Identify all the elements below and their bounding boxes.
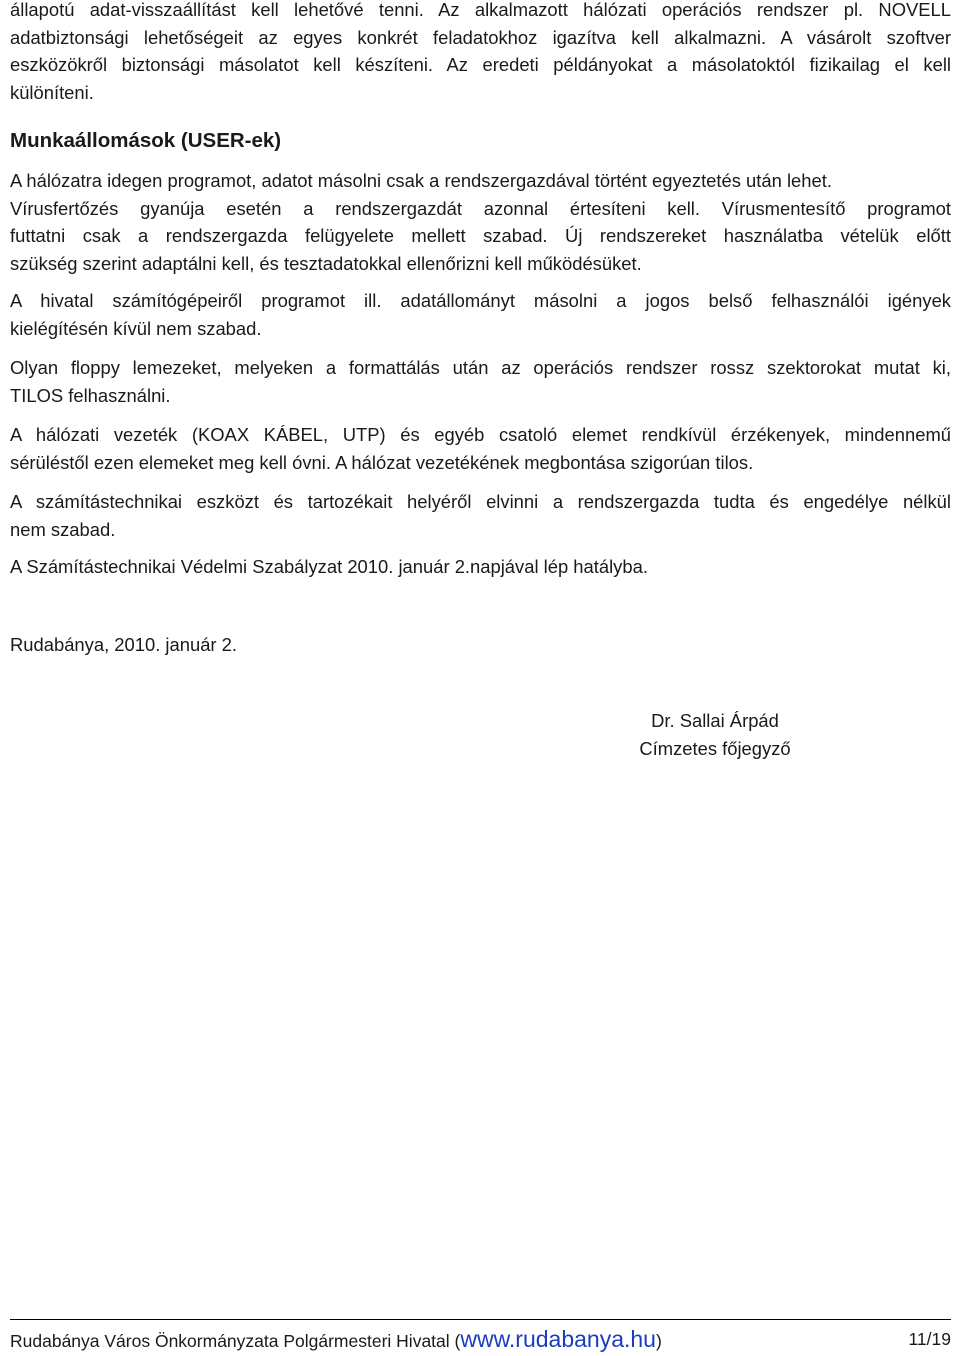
signatory-title: Címzetes főjegyző (639, 737, 791, 759)
text-line: állapotú adat-visszaállítást kell lehetővé tenni. Az alkalmazott hálózati operációs rendszer pl. NOVELL (10, 0, 951, 20)
text-line: szükség szerint adaptálni kell, és tesztadatokkal ellenőrizni kell működésüket. (10, 252, 642, 274)
paragraph-office-computers (10, 287, 951, 342)
paragraph-floppy (10, 354, 951, 409)
text-line: futtatni csak a rendszergazda felügyelete mellett szabad. Új rendszereket használatba vételük előtt (10, 225, 951, 246)
text-line: A hálózati vezeték (KOAX KÁBEL, UTP) és egyéb csatoló elemet rendkívül érzékenyek, mindennemű (10, 424, 951, 445)
text-line: Vírusfertőzés gyanúja esetén a rendszergazdát azonnal értesíteni kell. Vírusmentesítő programot (10, 197, 951, 219)
section-heading: Munkaállomások (USER-ek) (10, 129, 282, 152)
text-line: nem szabad. (10, 518, 116, 540)
footer-website-link[interactable]: www.rudabanya.hu (460, 1326, 656, 1352)
paragraph-network-cable (10, 421, 951, 476)
text-line: Olyan floppy lemezeket, melyeken a formattálás után az operációs rendszer rossz szektorokat mutat ki, (10, 357, 951, 378)
footer-close-paren: ) (655, 1331, 662, 1351)
page-number: 11/19 (908, 1329, 951, 1349)
place-and-date: Rudabánya, 2010. január 2. (10, 634, 237, 655)
text-line: A számítástechnikai eszközt és tartozékait helyéről elvinni a rendszergazda tudta és engedélye nélkül (10, 491, 951, 512)
paragraph-effective-date (10, 553, 951, 581)
text-line: eszközökről biztonsági másolatot kell készíteni. Az eredeti példányokat a másolatoktól fizikailag el kell (10, 54, 951, 75)
text-line: sérüléstől ezen elemeket meg kell óvni. A hálózat vezetékének megbontása szigorúan tilos. (10, 451, 754, 473)
intro-paragraph (10, 0, 951, 106)
footer-organization: Rudabánya Város Önkormányzata Polgármesteri Hivatal ( (10, 1331, 461, 1351)
text-line: A Számítástechnikai Védelmi Szabályzat 2010. január 2.napjával lép hatályba. (10, 556, 648, 577)
footer-divider (10, 1319, 951, 1320)
text-line: A hivatal számítógépeiről programot ill. adatállományt másolni a jogos belső felhasználói igények (10, 290, 951, 311)
text-line: A hálózatra idegen programot, adatot másolni csak a rendszergazdával történt egyeztetés után lehet. (10, 170, 832, 191)
page-footer (10, 1324, 951, 1356)
text-line: különíteni. (10, 81, 94, 103)
text-line: adatbiztonsági lehetőségeit az egyes konkrét feladatokhoz igazítva kell alkalmazni. A vásárolt szoftver (10, 26, 951, 48)
text-line: kielégítésén kívül nem szabad. (10, 317, 262, 339)
signatory-name: Dr. Sallai Árpád (651, 710, 779, 731)
signature-block (600, 707, 830, 762)
text-line: TILOS felhasználni. (10, 384, 171, 406)
paragraph-equipment-removal (10, 488, 951, 543)
paragraph-copying-rules (10, 167, 951, 277)
